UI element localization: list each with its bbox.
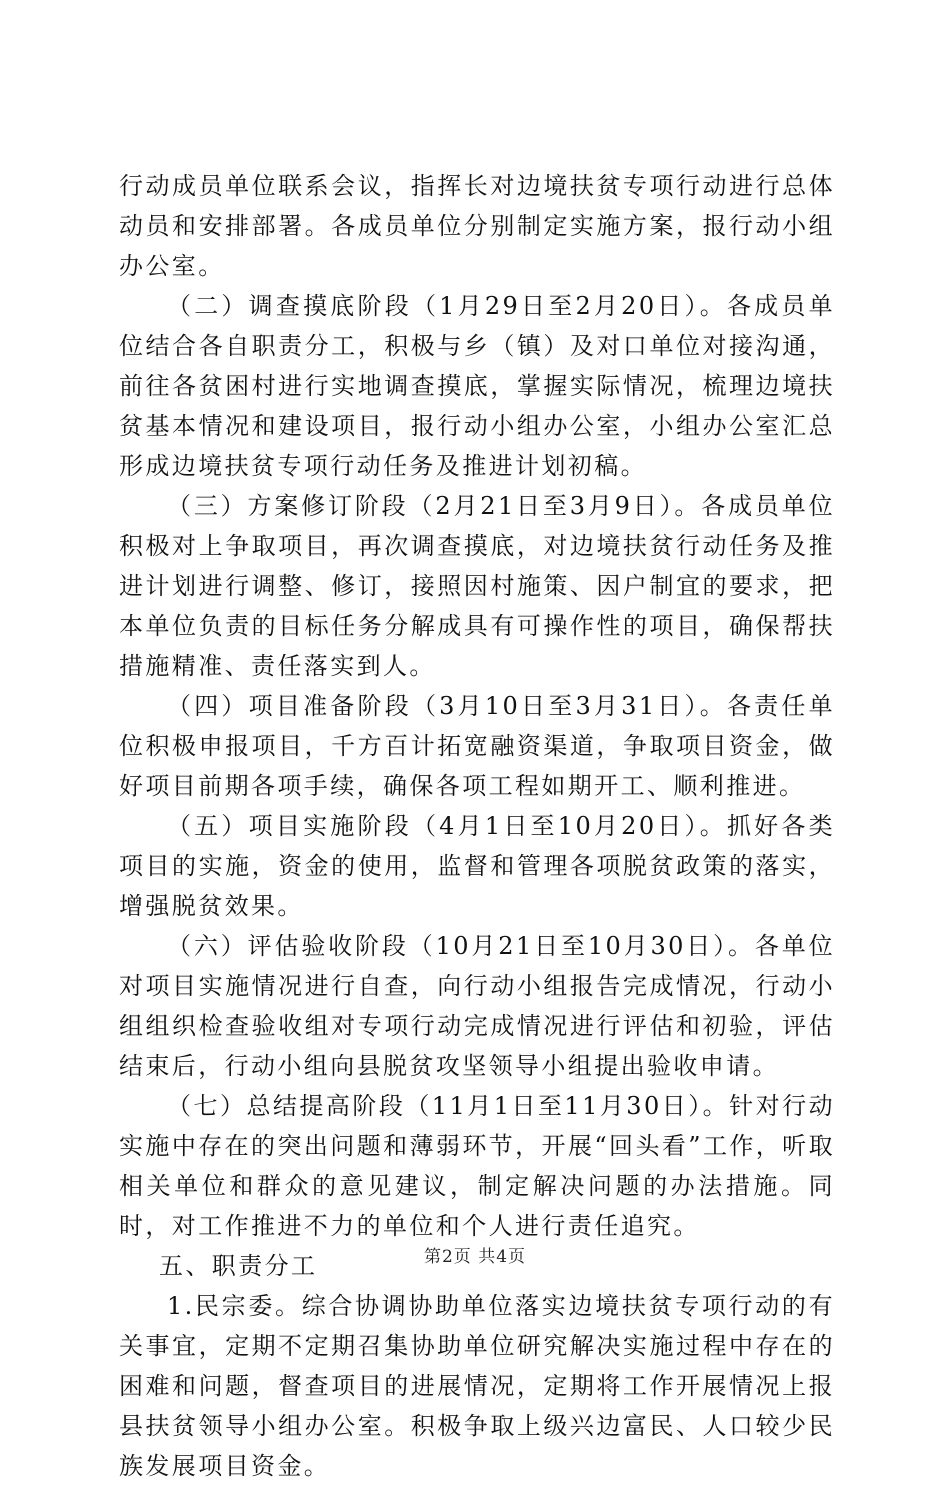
- paragraph-stage-3: （三）方案修订阶段（2月21日至3月9日）。各成员单位积极对上争取项目，再次调查摸底，对边境扶贫行动任务及推进计划进行调整、修订，接照因村施策、因户制宜的要求，把本单位负责的目标任务分解成具有可操作性的项目，确保帮扶措施精准、责任落实到人。: [119, 492, 835, 680]
- paragraph-stage-7: （七）总结提高阶段（11月1日至11月30日）。针对行动实施中存在的突出问题和薄弱环节，开展“回头看”工作，听取相关单位和群众的意见建议，制定解决问题的办法措施。同时，对工作推进不力的单位和个人进行责任追究。: [119, 1092, 835, 1240]
- paragraph-continuation: 行动成员单位联系会议，指挥长对边境扶贫专项行动进行总体动员和安排部署。各成员单位分别制定实施方案，报行动小组办公室。: [119, 172, 835, 280]
- paragraph-stage-5: （五）项目实施阶段（4月1日至10月20日）。抓好各类项目的实施，资金的使用，监督和管理各项脱贫政策的落实，增强脱贫效果。: [119, 812, 835, 920]
- document-body: [119, 166, 835, 1486]
- paragraph-stage-4: （四）项目准备阶段（3月10日至3月31日）。各责任单位积极申报项目，千方百计拓宽融资渠道，争取项目资金，做好项目前期各项手续，确保各项工程如期开工、顺利推进。: [119, 692, 835, 800]
- paragraph-duty-1: 1.民宗委。综合协调协助单位落实边境扶贫专项行动的有关事宜，定期不定期召集协助单位研究解决实施过程中存在的困难和问题，督查项目的进展情况，定期将工作开展情况上报县扶贫领导小组办公室。积极争取上级兴边富民、人口较少民族发展项目资金。: [119, 1292, 835, 1480]
- paragraph-stage-6: （六）评估验收阶段（10月21日至10月30日）。各单位对项目实施情况进行自查，向行动小组报告完成情况，行动小组组织检查验收组对专项行动完成情况进行评估和初验，评估结束后，行动小组向县脱贫攻坚领导小组提出验收申请。: [119, 932, 835, 1080]
- section-heading: 五、职责分工: [159, 1252, 318, 1280]
- paragraph-stage-2: （二）调查摸底阶段（1月29日至2月20日）。各成员单位结合各自职责分工，积极与乡（镇）及对口单位对接沟通，前往各贫困村进行实地调查摸底，掌握实际情况，梳理边境扶贫基本情况和建设项目，报行动小组办公室，小组办公室汇总形成边境扶贫专项行动任务及推进计划初稿。: [119, 292, 835, 480]
- page-footer: 第2页 共4页: [423, 1247, 527, 1267]
